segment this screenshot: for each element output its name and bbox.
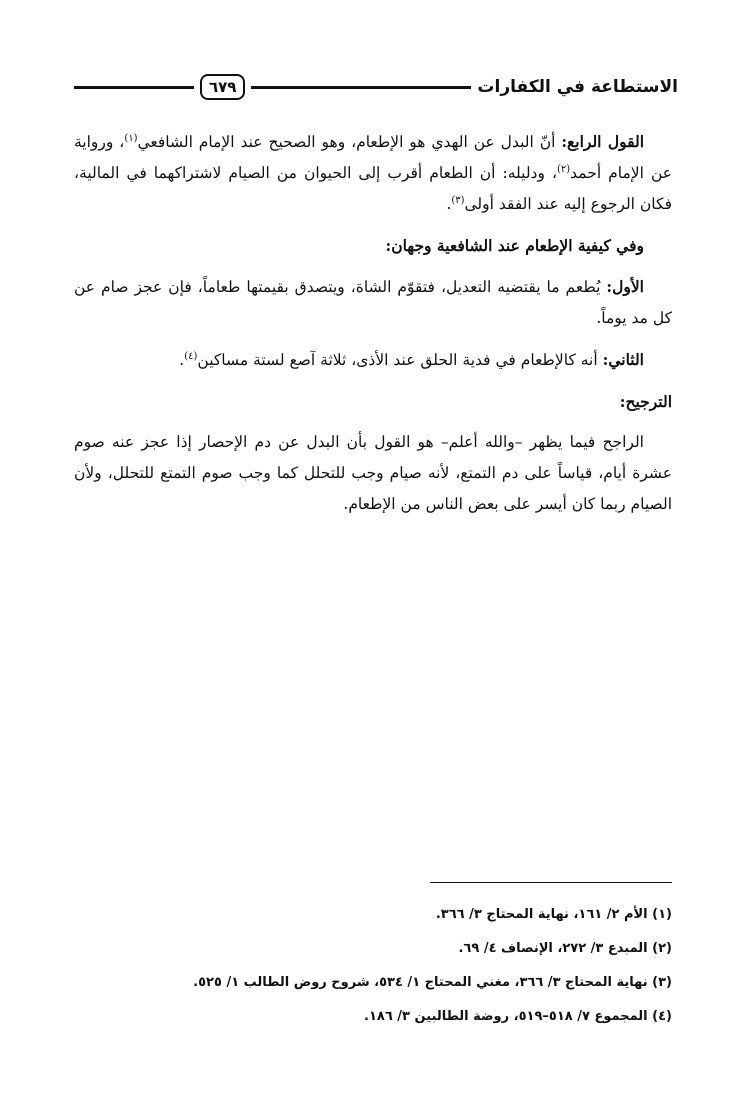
second-way-label: الثاني: (602, 350, 644, 369)
footnote-separator (430, 882, 672, 883)
paragraph-text: يُطعم ما يقتضيه التعديل، فتقوّم الشاة، ويتصدق بقيمتها طعاماً، فإن عجز صام عن كل مد يوماً. (74, 278, 672, 327)
paragraph-text: . (179, 351, 185, 369)
footnote-1: (١) الأم ٢/ ١٦١، نهاية المحتاج ٣/ ٣٦٦. (435, 907, 672, 922)
paragraph-text: أنّ البدل عن الهدي هو الإطعام، وهو الصحيح عند الإمام الشافعي (137, 133, 562, 151)
header-rule-left (74, 86, 194, 89)
paragraph-text: ، ودليله: أن الطعام أقرب إلى الحيوان من الصيام لاشتراكهما في المالية، فكان الرجوع إليه عند الفقد أولى (74, 164, 672, 213)
footnote-ref-1[interactable]: (١) (124, 132, 138, 144)
header-rule-right (251, 86, 471, 89)
paragraph-second-way (74, 344, 672, 376)
footnote-4: (٤) المجموع ٧/ ٥١٨–٥١٩، روضة الطالبين ٣/ ١٨٦. (364, 1009, 672, 1024)
footnote-2: (٢) المبدع ٣/ ٢٧٢، الإنصاف ٤/ ٦٩. (458, 941, 672, 956)
footnote-ref-4[interactable]: (٤) (184, 350, 198, 362)
paragraph-preponderance: الراجح فيما يظهر –والله أعلم– هو القول بأن البدل عن دم الإحصار إذا عجز عنه صوم عشرة أيام، قياساً على دم التمتع، لأنه صيام وجب للتحلل كما وجب صوم التمتع للتحلل، ولأن الصيام ربما كان أيسر على بعض الناس من الإطعام. (74, 433, 672, 513)
main-text (74, 126, 672, 530)
paragraph-fourth-opinion (74, 126, 672, 220)
footnotes (74, 898, 672, 1034)
tarjih-heading: الترجيح: (619, 392, 672, 411)
footnote-ref-2[interactable]: (٢) (556, 163, 571, 175)
page-number: ٦٧٩ (200, 74, 245, 100)
header-title: الاستطاعة في الكفارات (477, 77, 678, 97)
paragraph-text: أنه كالإطعام في فدية الحلق عند الأذى، ثلاثة آصع لستة مساكين (197, 351, 603, 369)
footnote-ref-3[interactable]: (٣) (451, 194, 465, 206)
fourth-opinion-label: القول الرابع: (561, 132, 645, 151)
footnote-3: (٣) نهاية المحتاج ٣/ ٣٦٦، مغني المحتاج ١/ ٥٣٤، شروح روض الطالب ١/ ٥٢٥. (193, 975, 672, 990)
paragraph-two-ways: وفي كيفية الإطعام عند الشافعية وجهان: (385, 236, 644, 255)
first-way-label: الأول: (606, 277, 644, 296)
running-header (74, 70, 678, 104)
paragraph-first-way (74, 271, 672, 334)
paragraph-text: ، ورواية عن الإمام أحمد (74, 133, 672, 182)
paragraph-text: . (446, 195, 452, 213)
